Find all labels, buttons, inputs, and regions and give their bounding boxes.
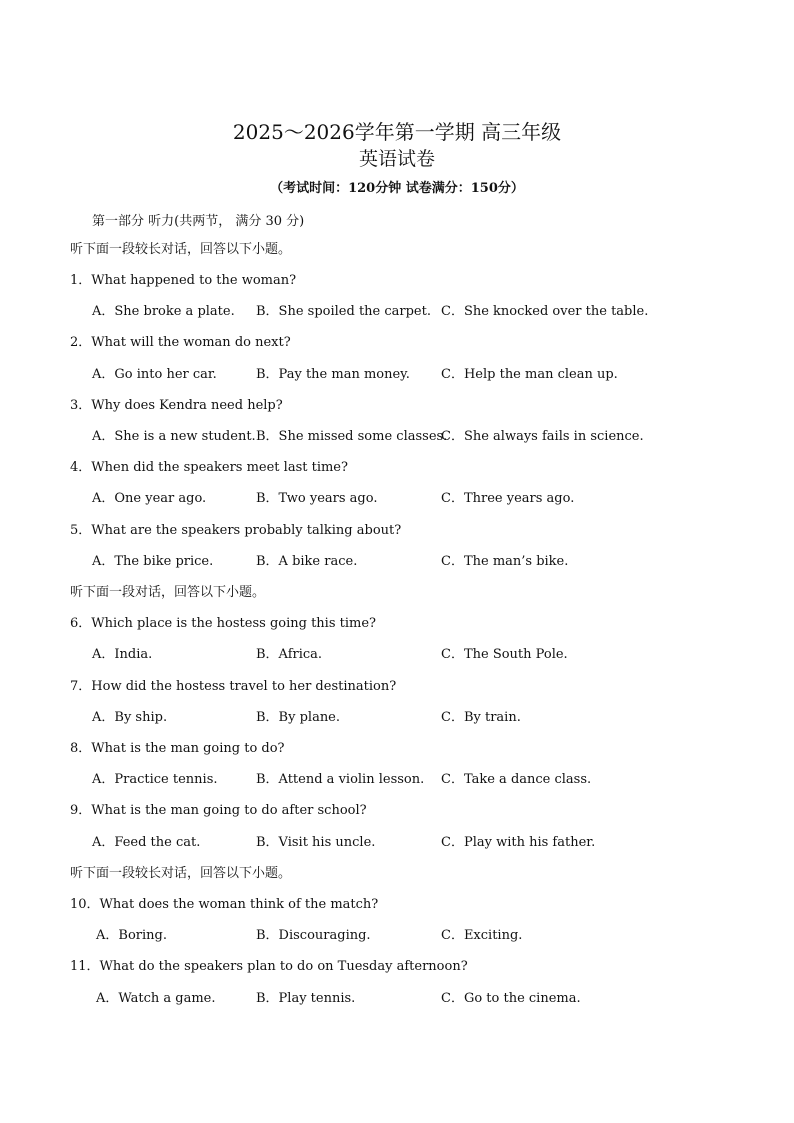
option-c: C．The man’s bike. bbox=[441, 554, 569, 569]
question-number: 1． bbox=[70, 273, 92, 288]
question-8 bbox=[70, 739, 285, 759]
option-b: B．Pay the man money. bbox=[256, 367, 410, 382]
question-10 bbox=[70, 895, 378, 915]
exam-subtitle: 英语试卷 bbox=[358, 148, 435, 170]
option-b: B．A bike race. bbox=[256, 554, 358, 569]
question-number: 3． bbox=[70, 398, 92, 413]
question-3 bbox=[70, 396, 283, 416]
section-heading: 第一部分 听力(共两节， 满分 30 分) bbox=[92, 214, 305, 229]
question-text: Which place is the hostess going this time? bbox=[91, 616, 377, 631]
option-b: B．Play tennis. bbox=[256, 991, 356, 1006]
question-1 bbox=[70, 271, 296, 291]
option-b: B．She missed some classes. bbox=[256, 429, 448, 444]
question-11 bbox=[70, 957, 468, 977]
question-text: What are the speakers probably talking about? bbox=[91, 523, 402, 538]
question-4 bbox=[70, 458, 348, 478]
option-b: B．Visit his uncle. bbox=[256, 835, 376, 850]
question-number: 10． bbox=[70, 897, 100, 912]
option-c: C．She always fails in science. bbox=[441, 429, 644, 444]
option-a: A．Go into her car. bbox=[92, 367, 217, 382]
question-number: 4． bbox=[70, 460, 92, 475]
question-6 bbox=[70, 614, 376, 634]
instruction-long-dialogue-2: 听下面一段较长对话，回答以下小题。 bbox=[70, 866, 292, 881]
question-2 bbox=[70, 333, 291, 353]
option-a: A．By ship. bbox=[92, 710, 168, 725]
exam-title: 2025～2026学年第一学期 高三年级 bbox=[232, 120, 562, 144]
option-a: A．Watch a game. bbox=[96, 991, 216, 1006]
question-text: Why does Kendra need help? bbox=[91, 398, 283, 413]
option-b: B．Discouraging. bbox=[256, 928, 371, 943]
option-a: A．She is a new student. bbox=[92, 429, 256, 444]
option-c: C．Three years ago. bbox=[441, 491, 575, 506]
question-number: 7． bbox=[70, 679, 92, 694]
question-7 bbox=[70, 677, 396, 697]
question-number: 5． bbox=[70, 523, 92, 538]
question-number: 8． bbox=[70, 741, 92, 756]
question-number: 9． bbox=[70, 803, 92, 818]
question-text: What is the man going to do? bbox=[91, 741, 285, 756]
option-c: C．Take a dance class. bbox=[441, 772, 592, 787]
question-number: 6． bbox=[70, 616, 92, 631]
question-5 bbox=[70, 521, 401, 541]
question-text: What is the man going to do after school? bbox=[91, 803, 367, 818]
question-text: What will the woman do next? bbox=[91, 335, 291, 350]
option-b: B．Africa. bbox=[256, 647, 323, 662]
option-a: A．The bike price. bbox=[92, 554, 214, 569]
question-text: How did the hostess travel to her destination? bbox=[91, 679, 397, 694]
option-a: A．Practice tennis. bbox=[92, 772, 218, 787]
question-number: 2． bbox=[70, 335, 92, 350]
question-text: What do the speakers plan to do on Tuesday afternoon? bbox=[99, 959, 468, 974]
option-c: C．Play with his father. bbox=[441, 835, 596, 850]
option-a: A．One year ago. bbox=[92, 491, 207, 506]
instruction-dialogue: 听下面一段对话，回答以下小题。 bbox=[70, 585, 266, 600]
exam-info: （考试时间：120分钟 试卷满分：150分） bbox=[270, 181, 524, 196]
question-text: When did the speakers meet last time? bbox=[91, 460, 348, 475]
option-c: C．By train. bbox=[441, 710, 521, 725]
option-a: A．India. bbox=[92, 647, 153, 662]
option-b: B．Attend a violin lesson. bbox=[256, 772, 425, 787]
instruction-long-dialogue: 听下面一段较长对话，回答以下小题。 bbox=[70, 242, 292, 257]
option-c: C．Exciting. bbox=[441, 928, 523, 943]
option-c: C．The South Pole. bbox=[441, 647, 568, 662]
question-text: What happened to the woman? bbox=[91, 273, 297, 288]
question-text: What does the woman think of the match? bbox=[99, 897, 379, 912]
question-9 bbox=[70, 801, 367, 821]
option-c: C．Go to the cinema. bbox=[441, 991, 581, 1006]
option-a: A．Feed the cat. bbox=[92, 835, 201, 850]
option-b: B．She spoiled the carpet. bbox=[256, 304, 431, 319]
question-number: 11． bbox=[70, 959, 100, 974]
option-b: B．By plane. bbox=[256, 710, 341, 725]
option-b: B．Two years ago. bbox=[256, 491, 378, 506]
option-a: A．She broke a plate. bbox=[92, 304, 235, 319]
option-c: C．Help the man clean up. bbox=[441, 367, 618, 382]
option-c: C．She knocked over the table. bbox=[441, 304, 649, 319]
option-a: A．Boring. bbox=[96, 928, 167, 943]
